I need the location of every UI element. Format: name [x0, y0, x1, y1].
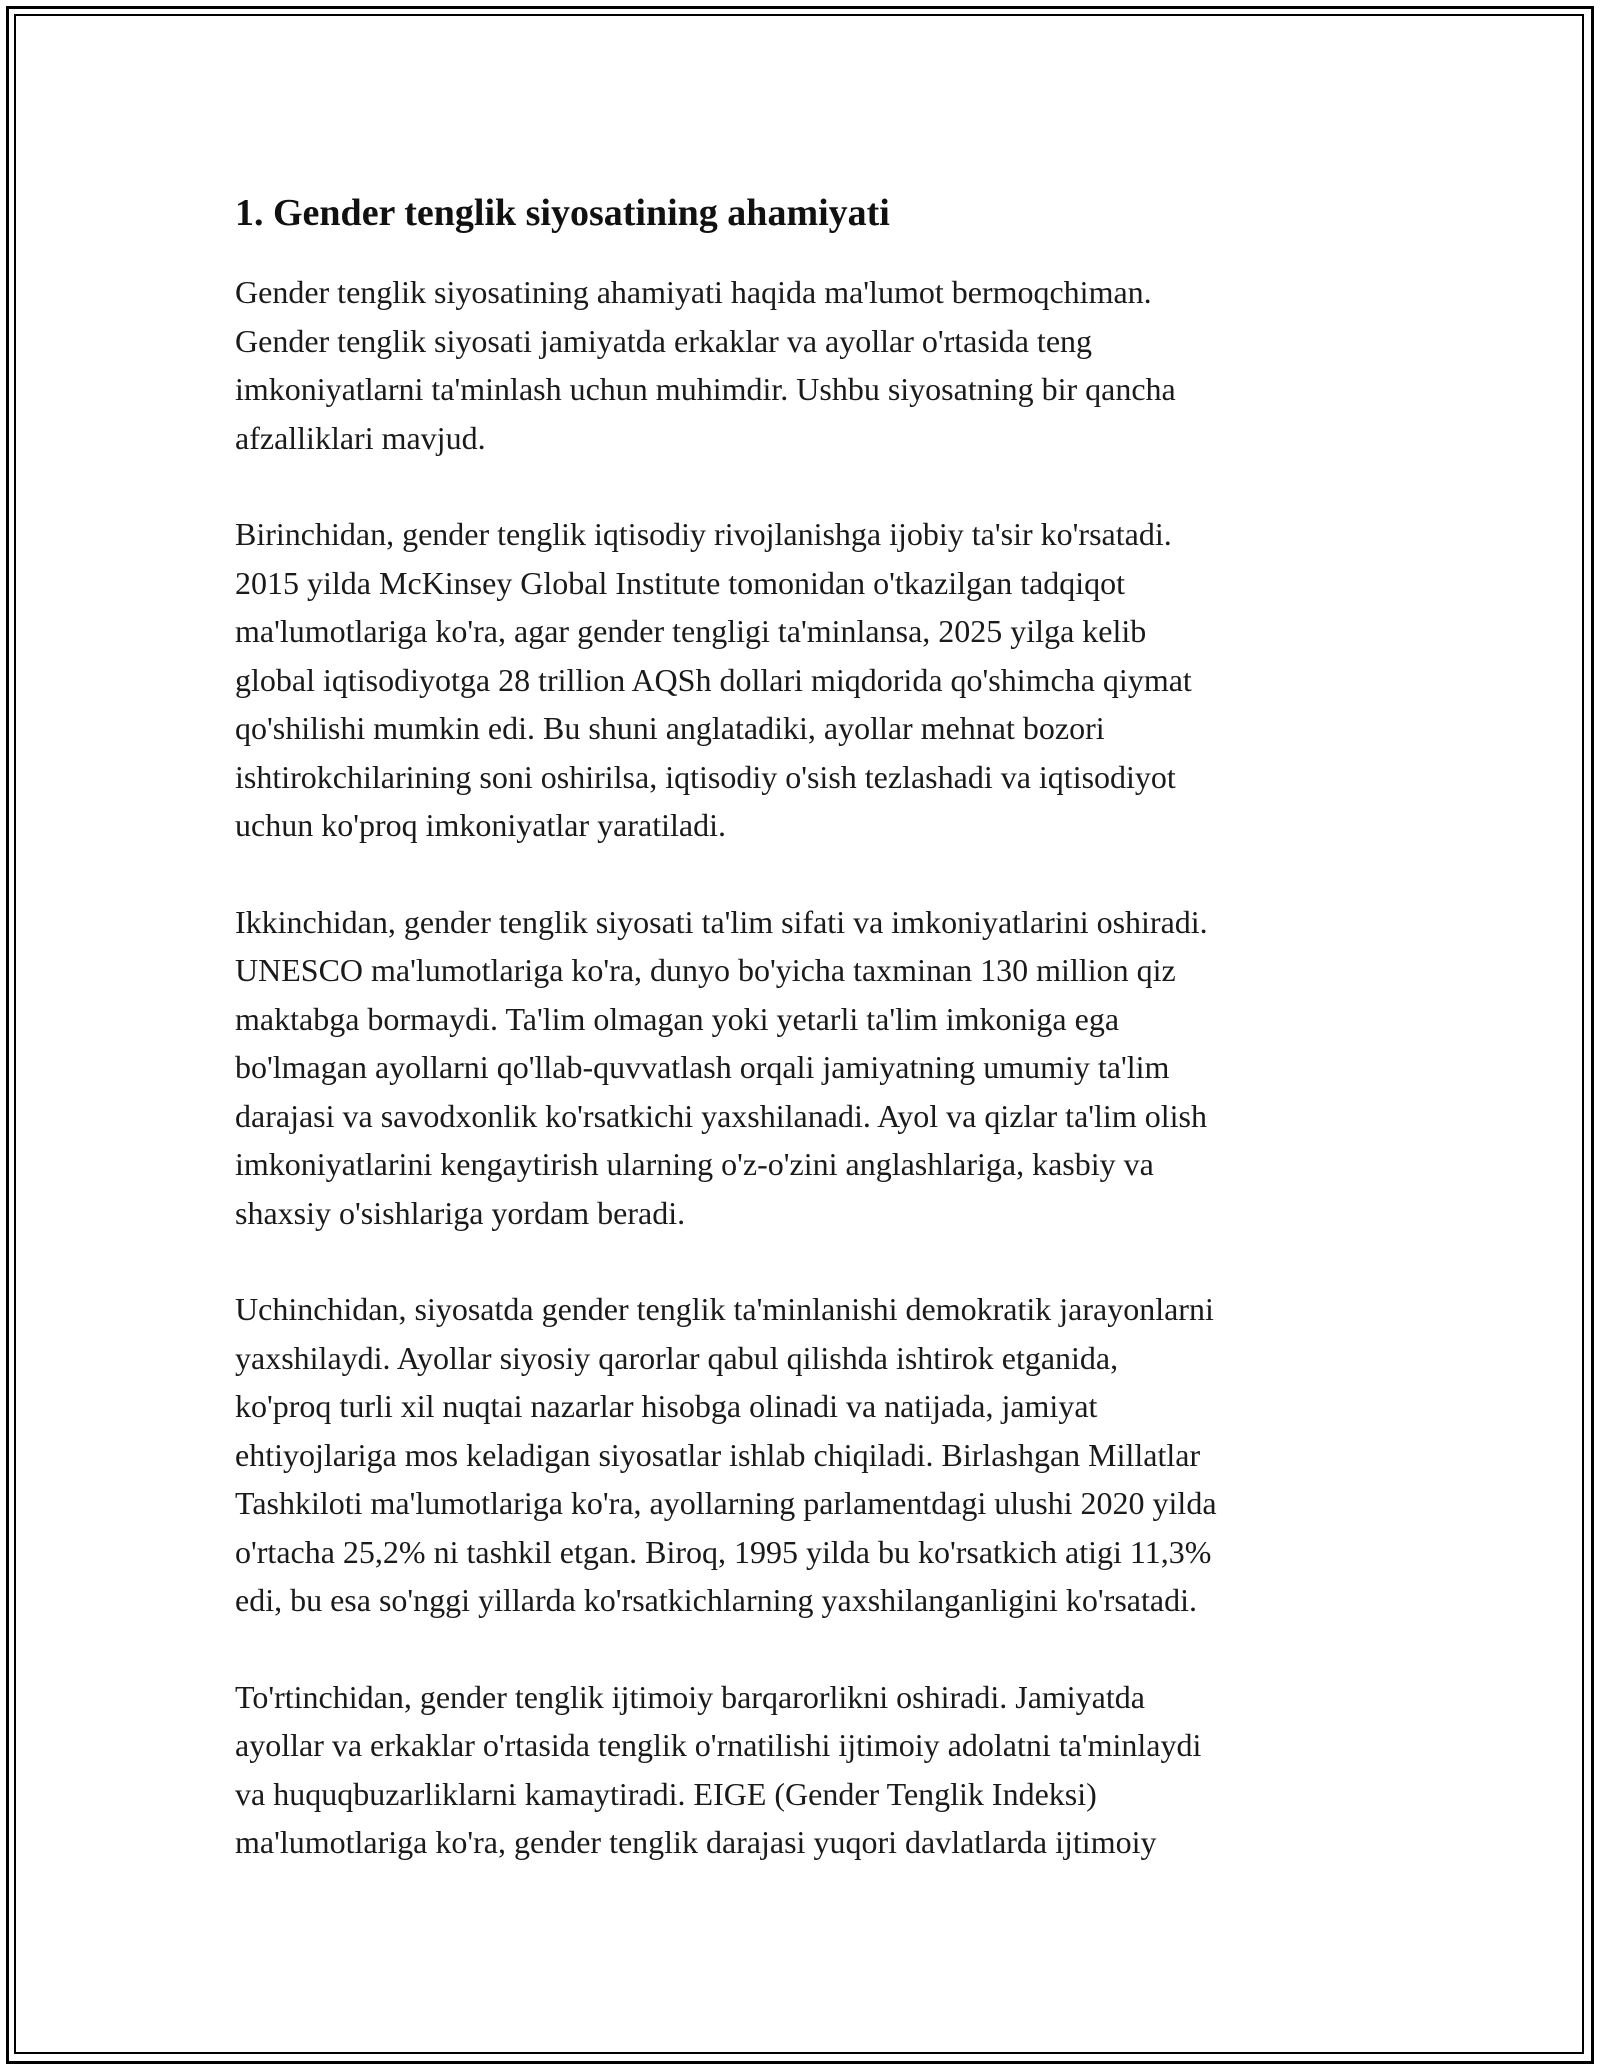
- paragraph-politics: Uchinchidan, siyosatda gender tenglik ta'minlanishi demokratik jarayonlarni yaxshilaydi. Ayollar siyosiy qarorlar qabul qilishda ishtirok etganida, ko'proq turli xil nuqtai nazarlar hisobga olinadi va natijada, jamiyat ehtiyojlariga mos keladigan siyosatlar ishlab chiqiladi. Birlashgan Millatlar Tashkiloti ma'lumotlariga ko'ra, ayollarning parlamentdagi ulushi 2020 yilda o'rtacha 25,2% ni tashkil etgan. Biroq, 1995 yilda bu ko'rsatkich atigi 11,3% edi, bu esa so'nggi yillarda ko'rsatkichlarning yaxshilanganligini ko'rsatadi.: [235, 1291, 1217, 1618]
- document-body: [235, 188, 1375, 1915]
- paragraph-social: To'rtinchidan, gender tenglik ijtimoiy barqarorlikni oshiradi. Jamiyatda ayollar va erkaklar o'rtasida tenglik o'rnatilishi ijtimoiy adolatni ta'minlaydi va huquqbuzarliklarni kamaytiradi. EIGE (Gender Tenglik Indeksi) ma'lumotlariga ko'ra, gender tenglik darajasi yuqori davlatlarda ijtimoiy: [235, 1678, 1202, 1860]
- paragraph-economic: Birinchidan, gender tenglik iqtisodiy rivojlanishga ijobiy ta'sir ko'rsatadi. 2015 yilda McKinsey Global Institute tomonidan o'tkazilgan tadqiqot ma'lumotlariga ko'ra, agar gender tengligi ta'minlansa, 2025 yilga kelib global iqtisodiyotga 28 trillion AQSh dollari miqdorida qo'shimcha qiymat qo'shilishi mumkin edi. Bu shuni anglatadiki, ayollar mehnat bozori ishtirokchilarining soni oshirilsa, iqtisodiy o'sish tezlashadi va iqtisodiyot uchun ko'proq imkoniyatlar yaratiladi.: [235, 516, 1192, 843]
- section-heading: 1. Gender tenglik siyosatining ahamiyati: [235, 192, 890, 234]
- paragraph-intro: Gender tenglik siyosatining ahamiyati haqida ma'lumot bermoqchiman. Gender tenglik siyosati jamiyatda erkaklar va ayollar o'rtasida teng imkoniyatlarni ta'minlash uchun muhimdir. Ushbu siyosatning bir qancha afzalliklari mavjud.: [235, 274, 1176, 456]
- paragraph-education: Ikkinchidan, gender tenglik siyosati ta'lim sifati va imkoniyatlarini oshiradi. UNESCO ma'lumotlariga ko'ra, dunyo bo'yicha taxminan 130 million qiz maktabga bormaydi. Ta'lim olmagan yoki yetarli ta'lim imkoniga ega bo'lmagan ayollarni qo'llab-quvvatlash orqali jamiyatning umumiy ta'lim darajasi va savodxonlik ko'rsatkichi yaxshilanadi. Ayol va qizlar ta'lim olish imkoniyatlarini kengaytirish ularning o'z-o'zini anglashlariga, kasbiy va shaxsiy o'sishlariga yordam beradi.: [235, 903, 1208, 1231]
